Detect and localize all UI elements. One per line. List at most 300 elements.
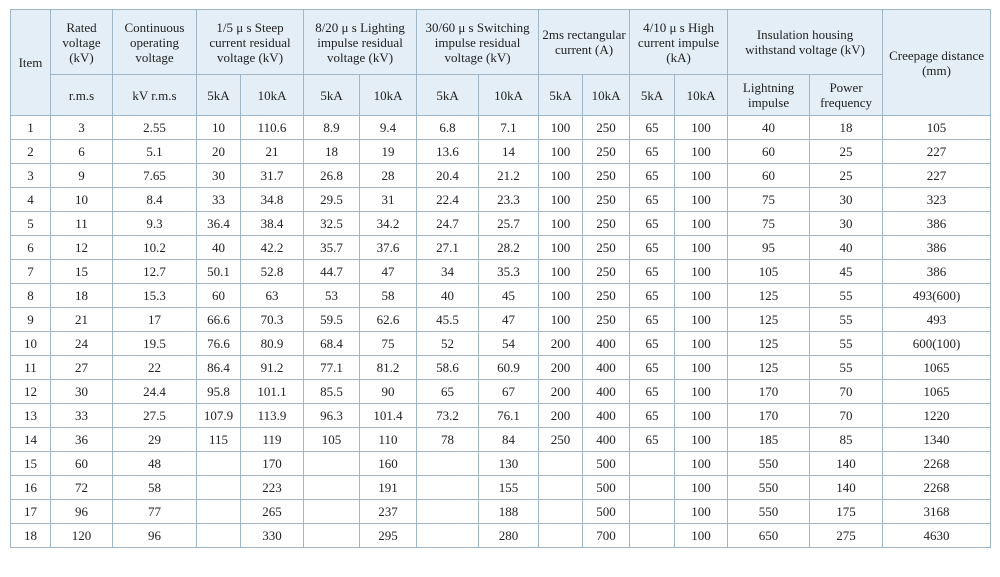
cell-steep-5ka: [197, 476, 241, 500]
cell-creepage: 386: [883, 212, 991, 236]
cell-highcurrent-5ka: 65: [630, 212, 675, 236]
cell-switching-5ka: 6.8: [417, 116, 479, 140]
cell-switching-10ka: 130: [479, 452, 539, 476]
cell-lightning-10ka: 28: [360, 164, 417, 188]
cell-lightning-5ka: [304, 452, 360, 476]
cell-steep-5ka: 76.6: [197, 332, 241, 356]
cell-rectangular-10ka: 250: [583, 236, 630, 260]
cell-insulation-lightning: 125: [728, 332, 810, 356]
cell-lightning-10ka: 37.6: [360, 236, 417, 260]
cell-switching-10ka: 45: [479, 284, 539, 308]
cell-rated-voltage: 9: [51, 164, 113, 188]
cell-lightning-5ka: 105: [304, 428, 360, 452]
cell-switching-5ka: 22.4: [417, 188, 479, 212]
cell-insulation-power-frequency: 55: [810, 308, 883, 332]
table-row: [11, 212, 991, 236]
cell-lightning-10ka: 34.2: [360, 212, 417, 236]
cell-switching-5ka: [417, 524, 479, 548]
cell-highcurrent-10ka: 100: [675, 428, 728, 452]
cell-steep-10ka: 63: [241, 284, 304, 308]
cell-highcurrent-5ka: 65: [630, 236, 675, 260]
table-row: [11, 164, 991, 188]
cell-lightning-10ka: 47: [360, 260, 417, 284]
cell-insulation-lightning: 125: [728, 356, 810, 380]
table-row: [11, 188, 991, 212]
cell-rectangular-10ka: 250: [583, 140, 630, 164]
cell-rectangular-10ka: 400: [583, 356, 630, 380]
header-creepage: Creepage distance (mm): [883, 10, 991, 116]
cell-lightning-5ka: 35.7: [304, 236, 360, 260]
cell-item: 8: [11, 284, 51, 308]
cell-highcurrent-5ka: 65: [630, 140, 675, 164]
cell-steep-5ka: [197, 500, 241, 524]
cell-rectangular-5ka: 100: [539, 212, 583, 236]
cell-lightning-10ka: 19: [360, 140, 417, 164]
cell-rectangular-5ka: 100: [539, 284, 583, 308]
cell-steep-5ka: 20: [197, 140, 241, 164]
cell-continuous-voltage: 5.1: [113, 140, 197, 164]
cell-rated-voltage: 12: [51, 236, 113, 260]
cell-rectangular-5ka: 100: [539, 140, 583, 164]
cell-switching-10ka: 188: [479, 500, 539, 524]
cell-insulation-power-frequency: 175: [810, 500, 883, 524]
header-rated-voltage: Rated voltage (kV): [51, 10, 113, 75]
cell-lightning-5ka: 59.5: [304, 308, 360, 332]
cell-insulation-power-frequency: 55: [810, 332, 883, 356]
cell-continuous-voltage: 24.4: [113, 380, 197, 404]
cell-rectangular-5ka: 200: [539, 332, 583, 356]
cell-rated-voltage: 3: [51, 116, 113, 140]
cell-rectangular-5ka: 100: [539, 188, 583, 212]
cell-steep-5ka: 36.4: [197, 212, 241, 236]
cell-insulation-power-frequency: 45: [810, 260, 883, 284]
cell-switching-5ka: 40: [417, 284, 479, 308]
cell-switching-10ka: 21.2: [479, 164, 539, 188]
cell-steep-5ka: 115: [197, 428, 241, 452]
cell-rated-voltage: 60: [51, 452, 113, 476]
subheader-power-frequency: Power frequency: [810, 75, 883, 116]
cell-item: 12: [11, 380, 51, 404]
header-continuous-voltage: Continuous operating voltage: [113, 10, 197, 75]
header-lightning-impulse-residual: 8/20 μ s Lighting impulse residual voltage (kV): [304, 10, 417, 75]
cell-continuous-voltage: 19.5: [113, 332, 197, 356]
cell-steep-10ka: 170: [241, 452, 304, 476]
subheader-kv-rms: kV r.m.s: [113, 75, 197, 116]
cell-highcurrent-5ka: 65: [630, 116, 675, 140]
cell-rectangular-10ka: 500: [583, 476, 630, 500]
cell-steep-10ka: 101.1: [241, 380, 304, 404]
cell-rectangular-5ka: 250: [539, 428, 583, 452]
cell-rated-voltage: 10: [51, 188, 113, 212]
cell-rectangular-5ka: 200: [539, 404, 583, 428]
cell-insulation-lightning: 95: [728, 236, 810, 260]
cell-highcurrent-10ka: 100: [675, 284, 728, 308]
cell-steep-10ka: 31.7: [241, 164, 304, 188]
table-row: [11, 380, 991, 404]
cell-rectangular-5ka: [539, 452, 583, 476]
cell-switching-5ka: [417, 476, 479, 500]
cell-highcurrent-5ka: 65: [630, 332, 675, 356]
cell-insulation-lightning: 170: [728, 404, 810, 428]
cell-rectangular-10ka: 400: [583, 428, 630, 452]
cell-steep-10ka: 21: [241, 140, 304, 164]
cell-highcurrent-10ka: 100: [675, 212, 728, 236]
cell-steep-10ka: 265: [241, 500, 304, 524]
cell-highcurrent-10ka: 100: [675, 164, 728, 188]
table-body: [11, 116, 991, 548]
header-high-current-impulse: 4/10 μ s High current impulse (kA): [630, 10, 728, 75]
cell-insulation-lightning: 60: [728, 140, 810, 164]
cell-continuous-voltage: 7.65: [113, 164, 197, 188]
cell-lightning-10ka: 110: [360, 428, 417, 452]
cell-lightning-10ka: 58: [360, 284, 417, 308]
cell-highcurrent-5ka: [630, 452, 675, 476]
table-row: [11, 236, 991, 260]
cell-creepage: 1340: [883, 428, 991, 452]
header-switching-impulse-residual: 30/60 μ s Switching impulse residual voltage (kV): [417, 10, 539, 75]
cell-lightning-10ka: 237: [360, 500, 417, 524]
cell-creepage: 2268: [883, 452, 991, 476]
cell-item: 16: [11, 476, 51, 500]
cell-rated-voltage: 120: [51, 524, 113, 548]
cell-insulation-power-frequency: 85: [810, 428, 883, 452]
cell-steep-5ka: 107.9: [197, 404, 241, 428]
cell-continuous-voltage: 12.7: [113, 260, 197, 284]
cell-steep-5ka: 95.8: [197, 380, 241, 404]
cell-highcurrent-10ka: 100: [675, 116, 728, 140]
cell-steep-5ka: [197, 524, 241, 548]
cell-steep-5ka: 33: [197, 188, 241, 212]
cell-item: 15: [11, 452, 51, 476]
table-row: [11, 332, 991, 356]
cell-steep-5ka: 30: [197, 164, 241, 188]
cell-item: 10: [11, 332, 51, 356]
cell-item: 13: [11, 404, 51, 428]
subheader-steep-5ka: 5kA: [197, 75, 241, 116]
header-insulation-withstand: Insulation housing withstand voltage (kV): [728, 10, 883, 75]
header-item: Item: [11, 10, 51, 116]
cell-item: 4: [11, 188, 51, 212]
cell-rated-voltage: 36: [51, 428, 113, 452]
cell-highcurrent-10ka: 100: [675, 404, 728, 428]
cell-item: 9: [11, 308, 51, 332]
cell-creepage: 600(100): [883, 332, 991, 356]
cell-highcurrent-10ka: 100: [675, 260, 728, 284]
cell-lightning-10ka: 295: [360, 524, 417, 548]
cell-rectangular-5ka: 100: [539, 116, 583, 140]
cell-continuous-voltage: 17: [113, 308, 197, 332]
cell-insulation-lightning: 550: [728, 476, 810, 500]
table-row: [11, 404, 991, 428]
cell-lightning-10ka: 31: [360, 188, 417, 212]
cell-item: 7: [11, 260, 51, 284]
cell-steep-10ka: 223: [241, 476, 304, 500]
cell-switching-10ka: 35.3: [479, 260, 539, 284]
cell-rectangular-10ka: 250: [583, 260, 630, 284]
cell-highcurrent-10ka: 100: [675, 236, 728, 260]
cell-lightning-5ka: 53: [304, 284, 360, 308]
cell-rated-voltage: 15: [51, 260, 113, 284]
cell-lightning-10ka: 191: [360, 476, 417, 500]
cell-creepage: 4630: [883, 524, 991, 548]
cell-switching-5ka: 20.4: [417, 164, 479, 188]
cell-lightning-5ka: 96.3: [304, 404, 360, 428]
cell-continuous-voltage: 10.2: [113, 236, 197, 260]
subheader-rectangular-5ka: 5kA: [539, 75, 583, 116]
cell-highcurrent-5ka: 65: [630, 188, 675, 212]
header-rectangular-current: 2ms rectangular current (A): [539, 10, 630, 75]
cell-rated-voltage: 96: [51, 500, 113, 524]
cell-steep-5ka: 60: [197, 284, 241, 308]
cell-insulation-power-frequency: 70: [810, 404, 883, 428]
cell-switching-5ka: 52: [417, 332, 479, 356]
cell-highcurrent-5ka: 65: [630, 164, 675, 188]
cell-lightning-5ka: 77.1: [304, 356, 360, 380]
table-row: [11, 284, 991, 308]
cell-insulation-power-frequency: 275: [810, 524, 883, 548]
cell-lightning-10ka: 9.4: [360, 116, 417, 140]
cell-item: 2: [11, 140, 51, 164]
cell-rectangular-10ka: 250: [583, 164, 630, 188]
cell-highcurrent-5ka: 65: [630, 380, 675, 404]
cell-lightning-5ka: 18: [304, 140, 360, 164]
table-row: [11, 452, 991, 476]
cell-rated-voltage: 18: [51, 284, 113, 308]
cell-rectangular-10ka: 400: [583, 332, 630, 356]
cell-switching-5ka: 78: [417, 428, 479, 452]
cell-lightning-10ka: 75: [360, 332, 417, 356]
cell-switching-10ka: 155: [479, 476, 539, 500]
cell-continuous-voltage: 22: [113, 356, 197, 380]
cell-rectangular-10ka: 400: [583, 404, 630, 428]
cell-switching-10ka: 280: [479, 524, 539, 548]
subheader-lightning-5ka: 5kA: [304, 75, 360, 116]
cell-continuous-voltage: 15.3: [113, 284, 197, 308]
cell-insulation-lightning: 125: [728, 284, 810, 308]
table-row: [11, 356, 991, 380]
cell-continuous-voltage: 8.4: [113, 188, 197, 212]
cell-switching-10ka: 23.3: [479, 188, 539, 212]
cell-rectangular-10ka: 500: [583, 452, 630, 476]
cell-steep-10ka: 91.2: [241, 356, 304, 380]
cell-switching-10ka: 47: [479, 308, 539, 332]
cell-lightning-5ka: [304, 524, 360, 548]
cell-rectangular-10ka: 700: [583, 524, 630, 548]
cell-steep-10ka: 80.9: [241, 332, 304, 356]
cell-highcurrent-5ka: 65: [630, 428, 675, 452]
cell-continuous-voltage: 29: [113, 428, 197, 452]
subheader-switching-10ka: 10kA: [479, 75, 539, 116]
cell-rated-voltage: 24: [51, 332, 113, 356]
cell-insulation-power-frequency: 18: [810, 116, 883, 140]
cell-highcurrent-5ka: 65: [630, 284, 675, 308]
cell-steep-10ka: 110.6: [241, 116, 304, 140]
cell-switching-10ka: 14: [479, 140, 539, 164]
cell-steep-10ka: 38.4: [241, 212, 304, 236]
cell-rated-voltage: 72: [51, 476, 113, 500]
cell-steep-10ka: 119: [241, 428, 304, 452]
cell-steep-10ka: 113.9: [241, 404, 304, 428]
cell-creepage: 1220: [883, 404, 991, 428]
cell-highcurrent-10ka: 100: [675, 308, 728, 332]
cell-switching-10ka: 76.1: [479, 404, 539, 428]
cell-creepage: 1065: [883, 356, 991, 380]
cell-insulation-power-frequency: 25: [810, 140, 883, 164]
cell-highcurrent-10ka: 100: [675, 356, 728, 380]
cell-switching-10ka: 54: [479, 332, 539, 356]
cell-rectangular-10ka: 250: [583, 116, 630, 140]
cell-steep-5ka: 86.4: [197, 356, 241, 380]
cell-highcurrent-5ka: [630, 524, 675, 548]
cell-insulation-lightning: 75: [728, 212, 810, 236]
cell-rectangular-5ka: 100: [539, 236, 583, 260]
cell-item: 18: [11, 524, 51, 548]
cell-creepage: 386: [883, 236, 991, 260]
cell-rectangular-5ka: 100: [539, 260, 583, 284]
cell-switching-10ka: 7.1: [479, 116, 539, 140]
cell-highcurrent-5ka: [630, 500, 675, 524]
cell-item: 1: [11, 116, 51, 140]
cell-rectangular-5ka: 100: [539, 308, 583, 332]
cell-continuous-voltage: 48: [113, 452, 197, 476]
cell-lightning-5ka: [304, 500, 360, 524]
table-row: [11, 476, 991, 500]
cell-insulation-power-frequency: 30: [810, 212, 883, 236]
cell-creepage: 227: [883, 140, 991, 164]
cell-rectangular-5ka: [539, 476, 583, 500]
cell-insulation-lightning: 550: [728, 500, 810, 524]
cell-steep-5ka: 40: [197, 236, 241, 260]
cell-continuous-voltage: 2.55: [113, 116, 197, 140]
cell-lightning-10ka: 90: [360, 380, 417, 404]
cell-highcurrent-5ka: 65: [630, 404, 675, 428]
cell-rectangular-5ka: 200: [539, 356, 583, 380]
table-row: [11, 116, 991, 140]
cell-insulation-power-frequency: 40: [810, 236, 883, 260]
cell-switching-5ka: 65: [417, 380, 479, 404]
cell-switching-5ka: 58.6: [417, 356, 479, 380]
table-row: [11, 428, 991, 452]
cell-continuous-voltage: 77: [113, 500, 197, 524]
arrester-spec-table: [10, 9, 991, 548]
cell-highcurrent-10ka: 100: [675, 188, 728, 212]
cell-item: 6: [11, 236, 51, 260]
subheader-steep-10ka: 10kA: [241, 75, 304, 116]
table-row: [11, 260, 991, 284]
cell-lightning-5ka: 26.8: [304, 164, 360, 188]
subheader-lightning-impulse: Lightning impulse: [728, 75, 810, 116]
cell-insulation-lightning: 650: [728, 524, 810, 548]
cell-lightning-5ka: 85.5: [304, 380, 360, 404]
cell-highcurrent-10ka: 100: [675, 452, 728, 476]
cell-switching-5ka: 27.1: [417, 236, 479, 260]
cell-creepage: 386: [883, 260, 991, 284]
cell-switching-5ka: 24.7: [417, 212, 479, 236]
cell-highcurrent-10ka: 100: [675, 332, 728, 356]
cell-insulation-power-frequency: 25: [810, 164, 883, 188]
subheader-switching-5ka: 5kA: [417, 75, 479, 116]
table-row: [11, 140, 991, 164]
cell-insulation-lightning: 60: [728, 164, 810, 188]
cell-steep-5ka: 50.1: [197, 260, 241, 284]
cell-rectangular-5ka: 100: [539, 164, 583, 188]
cell-switching-5ka: 34: [417, 260, 479, 284]
subheader-rectangular-10ka: 10kA: [583, 75, 630, 116]
cell-insulation-power-frequency: 55: [810, 284, 883, 308]
cell-rectangular-5ka: 200: [539, 380, 583, 404]
cell-lightning-10ka: 160: [360, 452, 417, 476]
cell-switching-10ka: 84: [479, 428, 539, 452]
cell-rated-voltage: 6: [51, 140, 113, 164]
cell-item: 11: [11, 356, 51, 380]
cell-highcurrent-10ka: 100: [675, 476, 728, 500]
cell-insulation-lightning: 125: [728, 308, 810, 332]
cell-insulation-power-frequency: 140: [810, 476, 883, 500]
cell-creepage: 227: [883, 164, 991, 188]
cell-creepage: 493: [883, 308, 991, 332]
cell-lightning-5ka: 29.5: [304, 188, 360, 212]
cell-lightning-5ka: 8.9: [304, 116, 360, 140]
table-row: [11, 500, 991, 524]
cell-lightning-10ka: 101.4: [360, 404, 417, 428]
cell-rectangular-10ka: 250: [583, 212, 630, 236]
cell-insulation-power-frequency: 70: [810, 380, 883, 404]
cell-insulation-lightning: 75: [728, 188, 810, 212]
cell-lightning-10ka: 62.6: [360, 308, 417, 332]
spec-table-container: [10, 9, 990, 548]
cell-insulation-power-frequency: 55: [810, 356, 883, 380]
cell-continuous-voltage: 58: [113, 476, 197, 500]
table-row: [11, 524, 991, 548]
cell-continuous-voltage: 27.5: [113, 404, 197, 428]
cell-steep-5ka: [197, 452, 241, 476]
cell-lightning-5ka: 68.4: [304, 332, 360, 356]
subheader-highcurrent-5ka: 5kA: [630, 75, 675, 116]
cell-creepage: 3168: [883, 500, 991, 524]
cell-insulation-lightning: 105: [728, 260, 810, 284]
cell-steep-10ka: 34.8: [241, 188, 304, 212]
cell-item: 5: [11, 212, 51, 236]
cell-rated-voltage: 33: [51, 404, 113, 428]
cell-steep-10ka: 330: [241, 524, 304, 548]
cell-lightning-5ka: [304, 476, 360, 500]
cell-insulation-lightning: 170: [728, 380, 810, 404]
cell-rectangular-10ka: 250: [583, 308, 630, 332]
subheader-highcurrent-10ka: 10kA: [675, 75, 728, 116]
cell-insulation-lightning: 40: [728, 116, 810, 140]
cell-creepage: 2268: [883, 476, 991, 500]
cell-steep-5ka: 66.6: [197, 308, 241, 332]
cell-lightning-10ka: 81.2: [360, 356, 417, 380]
cell-highcurrent-5ka: 65: [630, 260, 675, 284]
cell-highcurrent-5ka: 65: [630, 356, 675, 380]
cell-switching-5ka: [417, 500, 479, 524]
cell-highcurrent-5ka: 65: [630, 308, 675, 332]
cell-lightning-5ka: 32.5: [304, 212, 360, 236]
cell-steep-10ka: 52.8: [241, 260, 304, 284]
cell-highcurrent-10ka: 100: [675, 140, 728, 164]
cell-rated-voltage: 21: [51, 308, 113, 332]
cell-steep-10ka: 42.2: [241, 236, 304, 260]
cell-switching-10ka: 25.7: [479, 212, 539, 236]
cell-rectangular-10ka: 250: [583, 188, 630, 212]
cell-insulation-lightning: 550: [728, 452, 810, 476]
cell-item: 14: [11, 428, 51, 452]
cell-switching-10ka: 60.9: [479, 356, 539, 380]
cell-continuous-voltage: 96: [113, 524, 197, 548]
cell-switching-5ka: 73.2: [417, 404, 479, 428]
cell-steep-5ka: 10: [197, 116, 241, 140]
